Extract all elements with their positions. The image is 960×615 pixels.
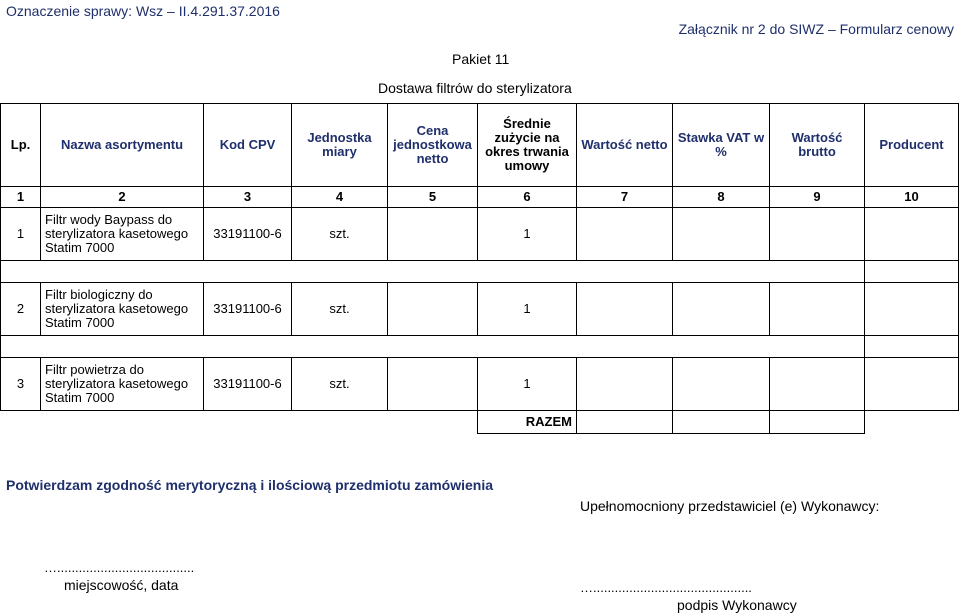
row-unit-price[interactable] xyxy=(388,208,478,261)
row-name: Filtr powietrza do sterylizatora kasetowego Statim 7000 xyxy=(41,358,204,411)
row-gross-value[interactable] xyxy=(770,358,865,411)
row-net-value[interactable] xyxy=(577,283,673,336)
row-qty: 1 xyxy=(478,283,577,336)
row-net-value[interactable] xyxy=(577,208,673,261)
col-unit-price: Cena jednostkowa netto xyxy=(388,104,478,187)
row-cpv: 33191100-6 xyxy=(204,283,292,336)
place-date-line: …...................................... xyxy=(44,560,195,575)
total-row xyxy=(1,411,959,434)
col-gross-value: Wartość brutto xyxy=(770,104,865,187)
col-number: 5 xyxy=(388,187,478,208)
total-gross-value[interactable] xyxy=(770,411,865,434)
col-number: 7 xyxy=(577,187,673,208)
row-name: Filtr biologiczny do sterylizatora kasetowego Statim 7000 xyxy=(41,283,204,336)
col-number: 9 xyxy=(770,187,865,208)
row-name: Filtr wody Baypass do sterylizatora kasetowego Statim 7000 xyxy=(41,208,204,261)
row-unit: szt. xyxy=(292,358,388,411)
col-number: 8 xyxy=(673,187,770,208)
col-number: 4 xyxy=(292,187,388,208)
row-vat[interactable] xyxy=(673,358,770,411)
table-row xyxy=(1,283,959,336)
col-vat: Stawka VAT w % xyxy=(673,104,770,187)
table-row xyxy=(1,358,959,411)
header-row xyxy=(1,104,959,187)
col-usage: Średnie zużycie na okres trwania umowy xyxy=(478,104,577,187)
row-net-value[interactable] xyxy=(577,358,673,411)
signature-label: podpis Wykonawcy xyxy=(677,597,797,613)
row-unit-price[interactable] xyxy=(388,283,478,336)
col-number: 3 xyxy=(204,187,292,208)
confirmation-text: Potwierdzam zgodność merytoryczną i ilościową przedmiotu zamówienia xyxy=(6,477,493,493)
row-unit: szt. xyxy=(292,208,388,261)
row-separator xyxy=(1,261,959,283)
col-unit: Jednostka miary xyxy=(292,104,388,187)
row-lp: 3 xyxy=(1,358,41,411)
row-unit: szt. xyxy=(292,283,388,336)
row-gross-value[interactable] xyxy=(770,283,865,336)
annex-title: Załącznik nr 2 do SIWZ – Formularz cenowy xyxy=(678,21,954,37)
row-qty: 1 xyxy=(478,358,577,411)
row-qty: 1 xyxy=(478,208,577,261)
row-vat[interactable] xyxy=(673,208,770,261)
package-title: Pakiet 11 xyxy=(452,51,510,67)
total-net-value[interactable] xyxy=(577,411,673,434)
col-net-value: Wartość netto xyxy=(577,104,673,187)
row-cpv: 33191100-6 xyxy=(204,208,292,261)
total-label: RAZEM xyxy=(478,411,577,434)
table-row xyxy=(1,208,959,261)
row-unit-price[interactable] xyxy=(388,358,478,411)
col-lp: Lp. xyxy=(1,104,41,187)
row-gross-value[interactable] xyxy=(770,208,865,261)
subject-title: Dostawa filtrów do sterylizatora xyxy=(378,80,572,96)
col-number: 10 xyxy=(865,187,959,208)
col-number: 6 xyxy=(478,187,577,208)
row-producer[interactable] xyxy=(865,208,959,261)
row-lp: 2 xyxy=(1,283,41,336)
col-cpv: Kod CPV xyxy=(204,104,292,187)
signature-line: …............................................ xyxy=(580,580,752,595)
col-number: 1 xyxy=(1,187,41,208)
col-name: Nazwa asortymentu xyxy=(41,104,204,187)
row-cpv: 33191100-6 xyxy=(204,358,292,411)
case-reference: Oznaczenie sprawy: Wsz – II.4.291.37.2016 xyxy=(6,3,280,19)
col-number: 2 xyxy=(41,187,204,208)
row-vat[interactable] xyxy=(673,283,770,336)
row-lp: 1 xyxy=(1,208,41,261)
row-separator xyxy=(1,336,959,358)
row-producer[interactable] xyxy=(865,358,959,411)
column-number-row xyxy=(1,187,959,208)
total-vat[interactable] xyxy=(673,411,770,434)
place-date-label: miejscowość, data xyxy=(64,577,179,593)
row-producer[interactable] xyxy=(865,283,959,336)
representative-label: Upełnomocniony przedstawiciel (e) Wykonawcy: xyxy=(580,498,880,514)
price-table xyxy=(0,103,959,434)
col-producer: Producent xyxy=(865,104,959,187)
